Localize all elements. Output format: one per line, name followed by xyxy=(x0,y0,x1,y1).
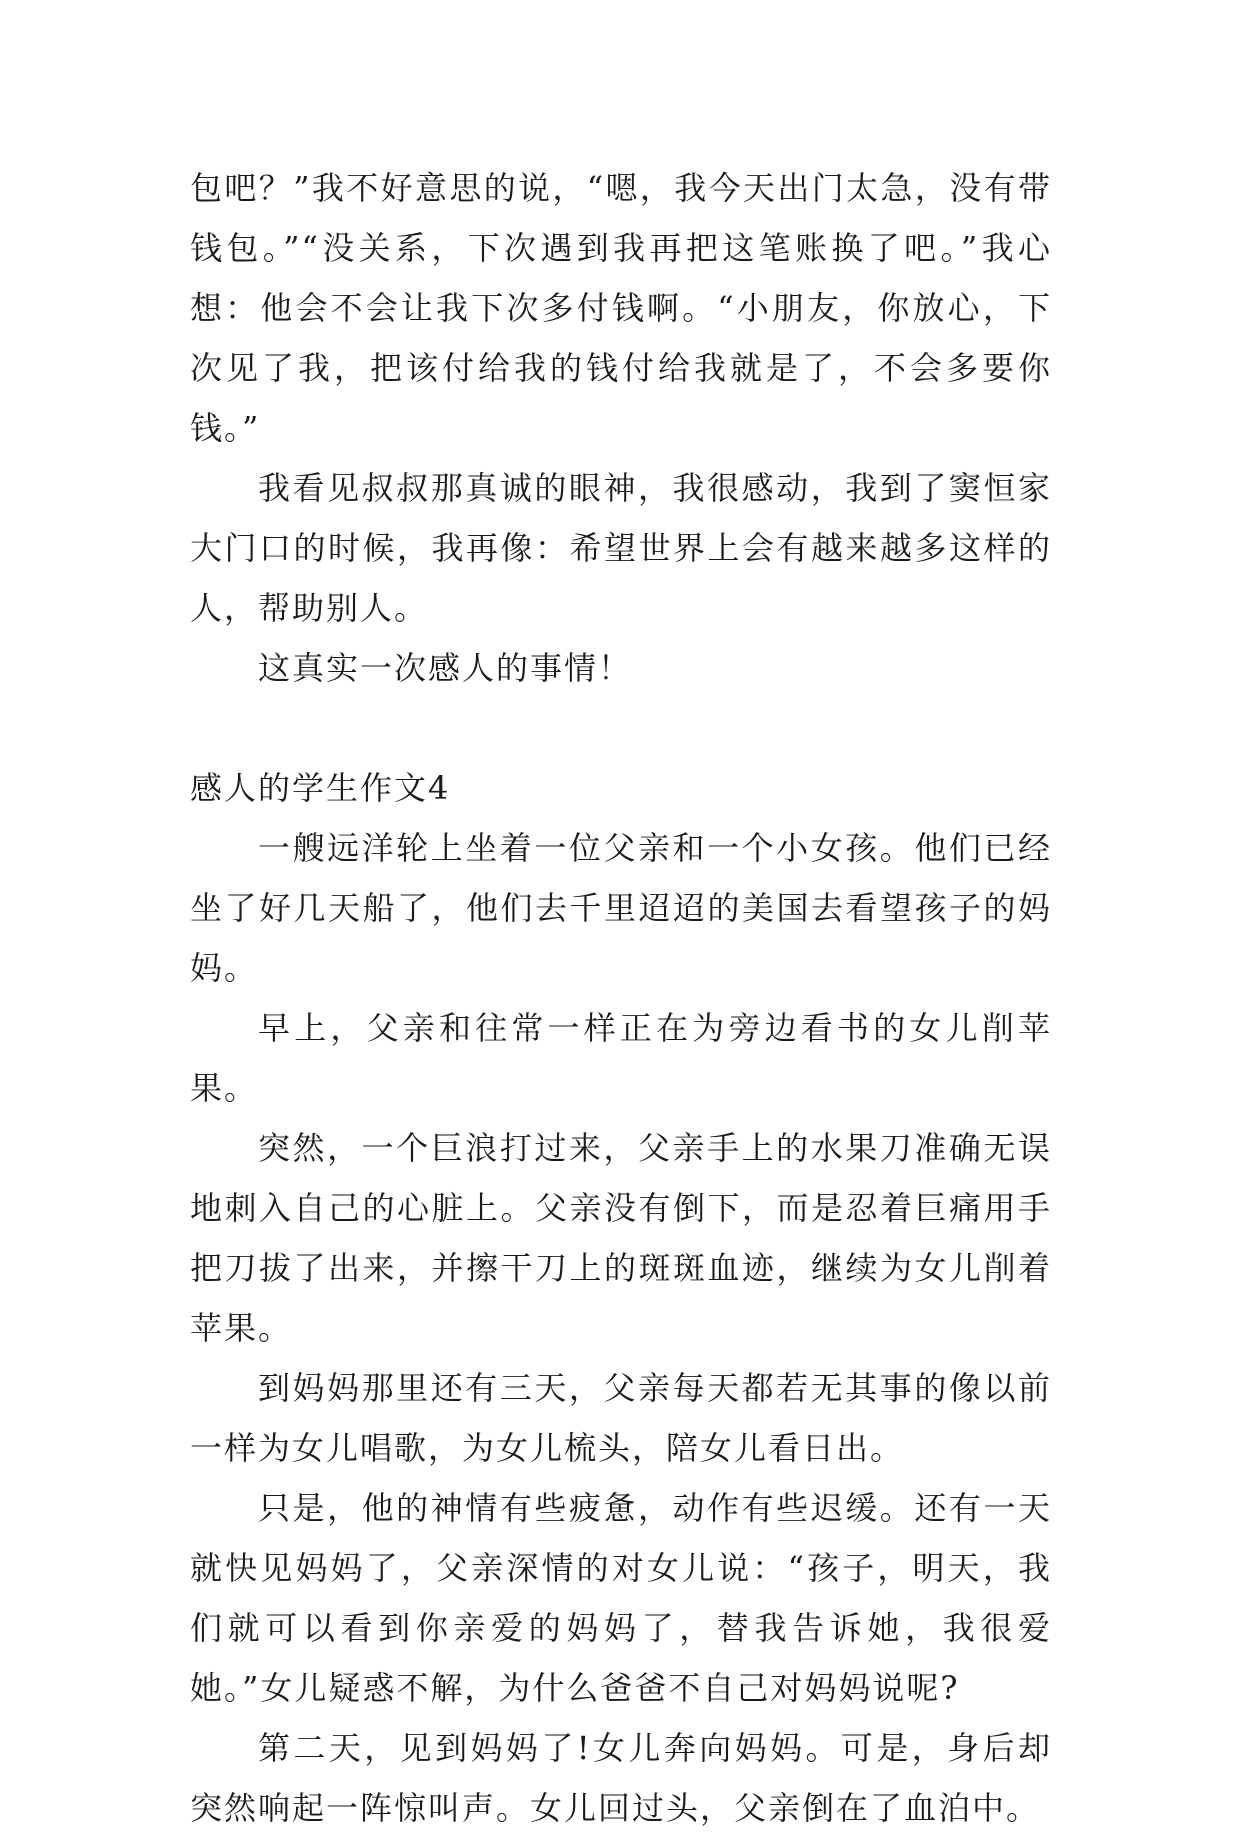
paragraph-1: 包吧？”我不好意思的说，“嗯，我今天出门太急，没有带钱包。”“没关系，下次遇到我再把这笔账换了吧。”我心想：他会不会让我下次多付钱啊。“小朋友，你放心，下次见了我，把该付给我的钱付给我就是了，不会多要你钱。” xyxy=(190,169,1052,447)
section-paragraph-4: 到妈妈那里还有三天，父亲每天都若无其事的像以前一样为女儿唱歌，为女儿梳头，陪女儿看日出。 xyxy=(190,1369,1052,1467)
section-paragraph-2: 早上，父亲和往常一样正在为旁边看书的女儿削苹果。 xyxy=(190,1009,1052,1107)
paragraph-3: 这真实一次感人的事情！ xyxy=(258,649,633,687)
paragraph-2: 我看见叔叔那真诚的眼神，我很感动，我到了窦恒家大门口的时候，我再像：希望世界上会有越来越多这样的人，帮助别人。 xyxy=(190,469,1052,627)
section-paragraph-5: 只是，他的神情有些疲惫，动作有些迟缓。还有一天就快见妈妈了，父亲深情的对女儿说：“孩子，明天，我们就可以看到你亲爱的妈妈了，替我告诉她，我很爱她。”女儿疑惑不解，为什么爸爸不自己对妈妈说呢? xyxy=(190,1489,1052,1707)
section-paragraph-6: 第二天，见到妈妈了!女儿奔向妈妈。可是，身后却突然响起一阵惊叫声。女儿回过头，父亲倒在了血泊中。 xyxy=(190,1729,1052,1827)
section-paragraph-1: 一艘远洋轮上坐着一位父亲和一个小女孩。他们已经坐了好几天船了，他们去千里迢迢的美国去看望孩子的妈妈。 xyxy=(190,829,1052,987)
section-title: 感人的学生作文4 xyxy=(190,769,451,807)
blank-line xyxy=(190,698,1052,758)
section-paragraph-3: 突然，一个巨浪打过来，父亲手上的水果刀准确无误地刺入自己的心脏上。父亲没有倒下，而是忍着巨痛用手把刀拔了出来，并擦干刀上的斑斑血迹，继续为女儿削着苹果。 xyxy=(190,1129,1052,1347)
document-body xyxy=(190,158,1052,1838)
